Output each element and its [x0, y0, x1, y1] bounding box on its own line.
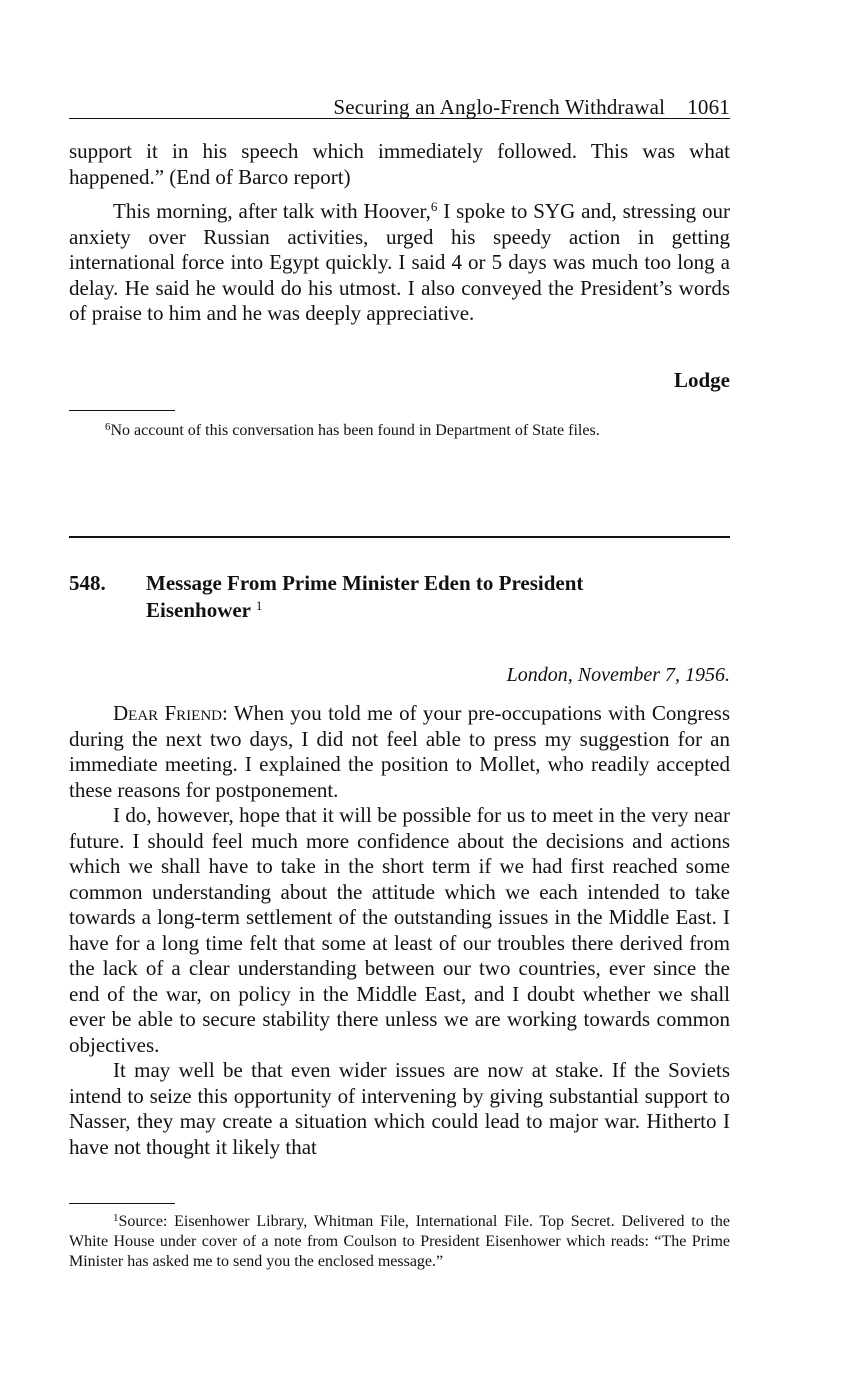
running-head	[69, 94, 730, 120]
morning-paragraph-text-a: This morning, after talk with Hoover,	[113, 199, 431, 223]
footnote-rule	[69, 410, 175, 411]
page-number: 1061	[687, 95, 730, 119]
letter-paragraph: I do, however, hope that it will be possible for us to meet in the very near future. I should feel much more confidence about the decisions and actions which we shall have to take in the short term if we had first reached some common understanding about the attitude which we each intended to take towards a long-term settlement of the outstanding issues in the Middle East. I have for a long time felt that some at least of our troubles there derived from the lack of a clear understanding between our two countries, ever since the end of the war, on policy in the Middle East, and I doubt whether we shall ever be able to secure stability there unless we are working towards common objectives.	[69, 803, 730, 1057]
document-number: 548.	[69, 571, 106, 595]
footnote-6	[69, 421, 730, 441]
footnote-1-text: Source: Eisenhower Library, Whitman File, International File. Top Secret. Delivered to the White House under cover of a note from Coulson to President Eisenhower which reads: “The Prime Minister has asked me to send you the enclosed message.”	[69, 1213, 730, 1270]
salutation: Dear Friend:	[113, 701, 228, 725]
letter-paragraph	[69, 701, 730, 803]
footnote-ref-1: 1	[255, 598, 263, 613]
signature: Lodge	[673, 368, 730, 392]
dateline: London, November 7, 1956.	[506, 664, 730, 686]
footnote-rule	[69, 1203, 175, 1204]
footnote-6-text: No account of this conversation has been found in Department of State files.	[110, 422, 600, 439]
running-head-title: Securing an Anglo-French Withdrawal	[333, 95, 666, 119]
footnote-6-marker: 6	[105, 421, 111, 433]
section-divider	[69, 536, 730, 538]
morning-paragraph	[69, 199, 730, 327]
continuation-paragraph: support it in his speech which immediately followed. This was what happened.” (End of Barco report)	[69, 139, 730, 189]
letter-body	[69, 701, 730, 1160]
letter-paragraph: It may well be that even wider issues are now at stake. If the Soviets intend to seize this opportunity of intervening by giving substantial support to Nasser, they may create a situation which could lead to major war. Hitherto I have not thought it likely that	[69, 1058, 730, 1159]
header-rule	[69, 118, 730, 119]
morning-paragraph-text-b: I spoke to SYG and, stressing our anxiety over Russian activities, urged his speedy action in getting international force into Egypt quickly. I said 4 or 5 days was much too long a delay. He said he would do his utmost. I also conveyed the President’s words of praise to him and he was deeply appreciative.	[69, 199, 730, 325]
document-title-text: Message From Prime Minister Eden to President Eisenhower	[146, 571, 584, 622]
footnote-1-marker: 1	[113, 1212, 119, 1224]
document-title	[146, 570, 646, 624]
letter-paragraph-text: When you told me of your pre-occupations with Congress during the next two days, I did not feel able to press my suggestion for an immediate meeting. I explained the position to Mollet, who readily accepted these reasons for postponement.	[69, 701, 730, 802]
footnote-ref-6: 6	[430, 199, 438, 214]
footnote-1	[69, 1212, 730, 1272]
